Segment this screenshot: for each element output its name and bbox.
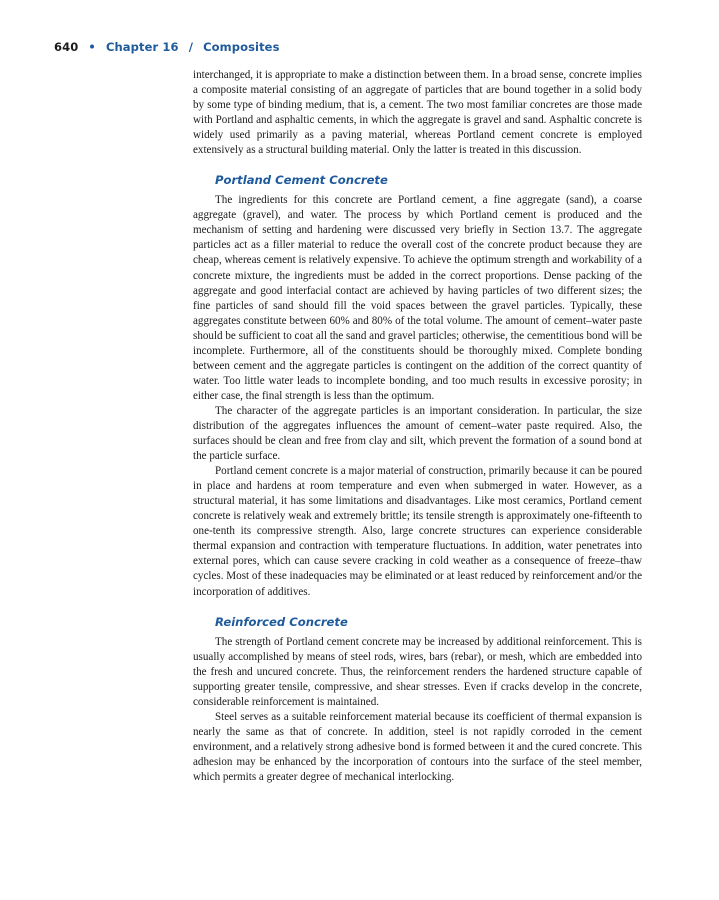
paragraph: Steel serves as a suitable reinforcement material because its coefficient of thermal expansion is nearly the same as that of concrete. In addition, steel is not rapidly corroded in the cement environment, and a relatively strong adhesive bond is formed between it and the cured concrete. This adhesion may be enhanced by the incorporation of contours into the surface of the steel member, which permits a greater degree of mechanical interlocking. — [193, 710, 642, 783]
paragraph: The strength of Portland cement concrete may be increased by additional reinforcement. This is usually accomplished by means of steel rods, wires, bars (rebar), or mesh, which are embedded into the fresh and uncured concrete. Thus, the reinforcement renders the hardened structure capable of supporting greater tensile, compressive, and shear stresses. Even if cracks develop in the concrete, considerable reinforcement is maintained. — [193, 635, 642, 708]
page-number: 640 — [54, 40, 79, 54]
paragraph: The ingredients for this concrete are Portland cement, a fine aggregate (sand), a coarse aggregate (gravel), and water. The process by which Portland cement is produced and the mechanism of setting and hardening were discussed very briefly in Section 13.7. The aggregate particles act as a filler material to reduce the overall cost of the concrete product because they are cheap, whereas cement is relatively expensive. To achieve the optimum strength and workability of a concrete mixture, the ingredients must be added in the correct proportions. Dense packing of the aggregate and good interfacial contact are achieved by having particles of two different sizes; the fine particles of sand should fill the void spaces between the gravel particles. Typically, these aggregates constitute between 60% and 80% of the total volume. The amount of cement–water paste should be sufficient to coat all the sand and gravel particles; otherwise, the cementitious bond will be incomplete. Furthermore, all of the constituents should be thoroughly mixed. Complete bonding between cement and the aggregate particles is contingent on the addition of the correct quantity of water. Too little water leads to incomplete bonding, and too much results in excessive porosity; in either case, the final strength is less than the optimum. — [193, 194, 642, 402]
chapter-title: Composites — [203, 40, 280, 54]
running-head — [54, 40, 280, 54]
section-heading-portland: Portland Cement Concrete — [215, 173, 388, 188]
header-bullet: • — [88, 40, 96, 54]
chapter-label: Chapter 16 — [105, 40, 179, 54]
section-heading-reinforced: Reinforced Concrete — [215, 614, 348, 629]
body-text — [193, 68, 642, 785]
header-slash: / — [188, 40, 194, 54]
paragraph: Portland cement concrete is a major material of construction, primarily because it can be poured in place and hardens at room temperature and even when submerged in water. However, as a structural material, it has some limitations and disadvantages. Like most ceramics, Portland cement concrete is relatively weak and extremely brittle; its tensile strength is approximately one-fifteenth to one-tenth its compressive strength. Also, large concrete structures can experience considerable thermal expansion and contraction with temperature fluctuations. In addition, water penetrates into external pores, which can cause severe cracking in cold weather as a consequence of freeze–thaw cycles. Most of these inadequacies may be eliminated or at least reduced by reinforcement and/or the incorporation of additives. — [193, 465, 642, 598]
paragraph: The character of the aggregate particles is an important consideration. In particular, the size distribution of the aggregates influences the amount of cement–water paste required. Also, the surfaces should be clean and free from clay and silt, which prevent the formation of a sound bond at the particle surface. — [193, 404, 642, 463]
intro-paragraph: interchanged, it is appropriate to make a distinction between them. In a broad sense, concrete implies a composite material consisting of an aggregate of particles that are bound together in a solid body by some type of binding medium, that is, a cement. The two most familiar concretes are those made with Portland and asphaltic cements, in which the aggregate is gravel and sand. Asphaltic concrete is widely used primarily as a paving material, whereas Portland cement concrete is employed extensively as a structural building material. Only the latter is treated in this discussion. — [193, 69, 642, 157]
